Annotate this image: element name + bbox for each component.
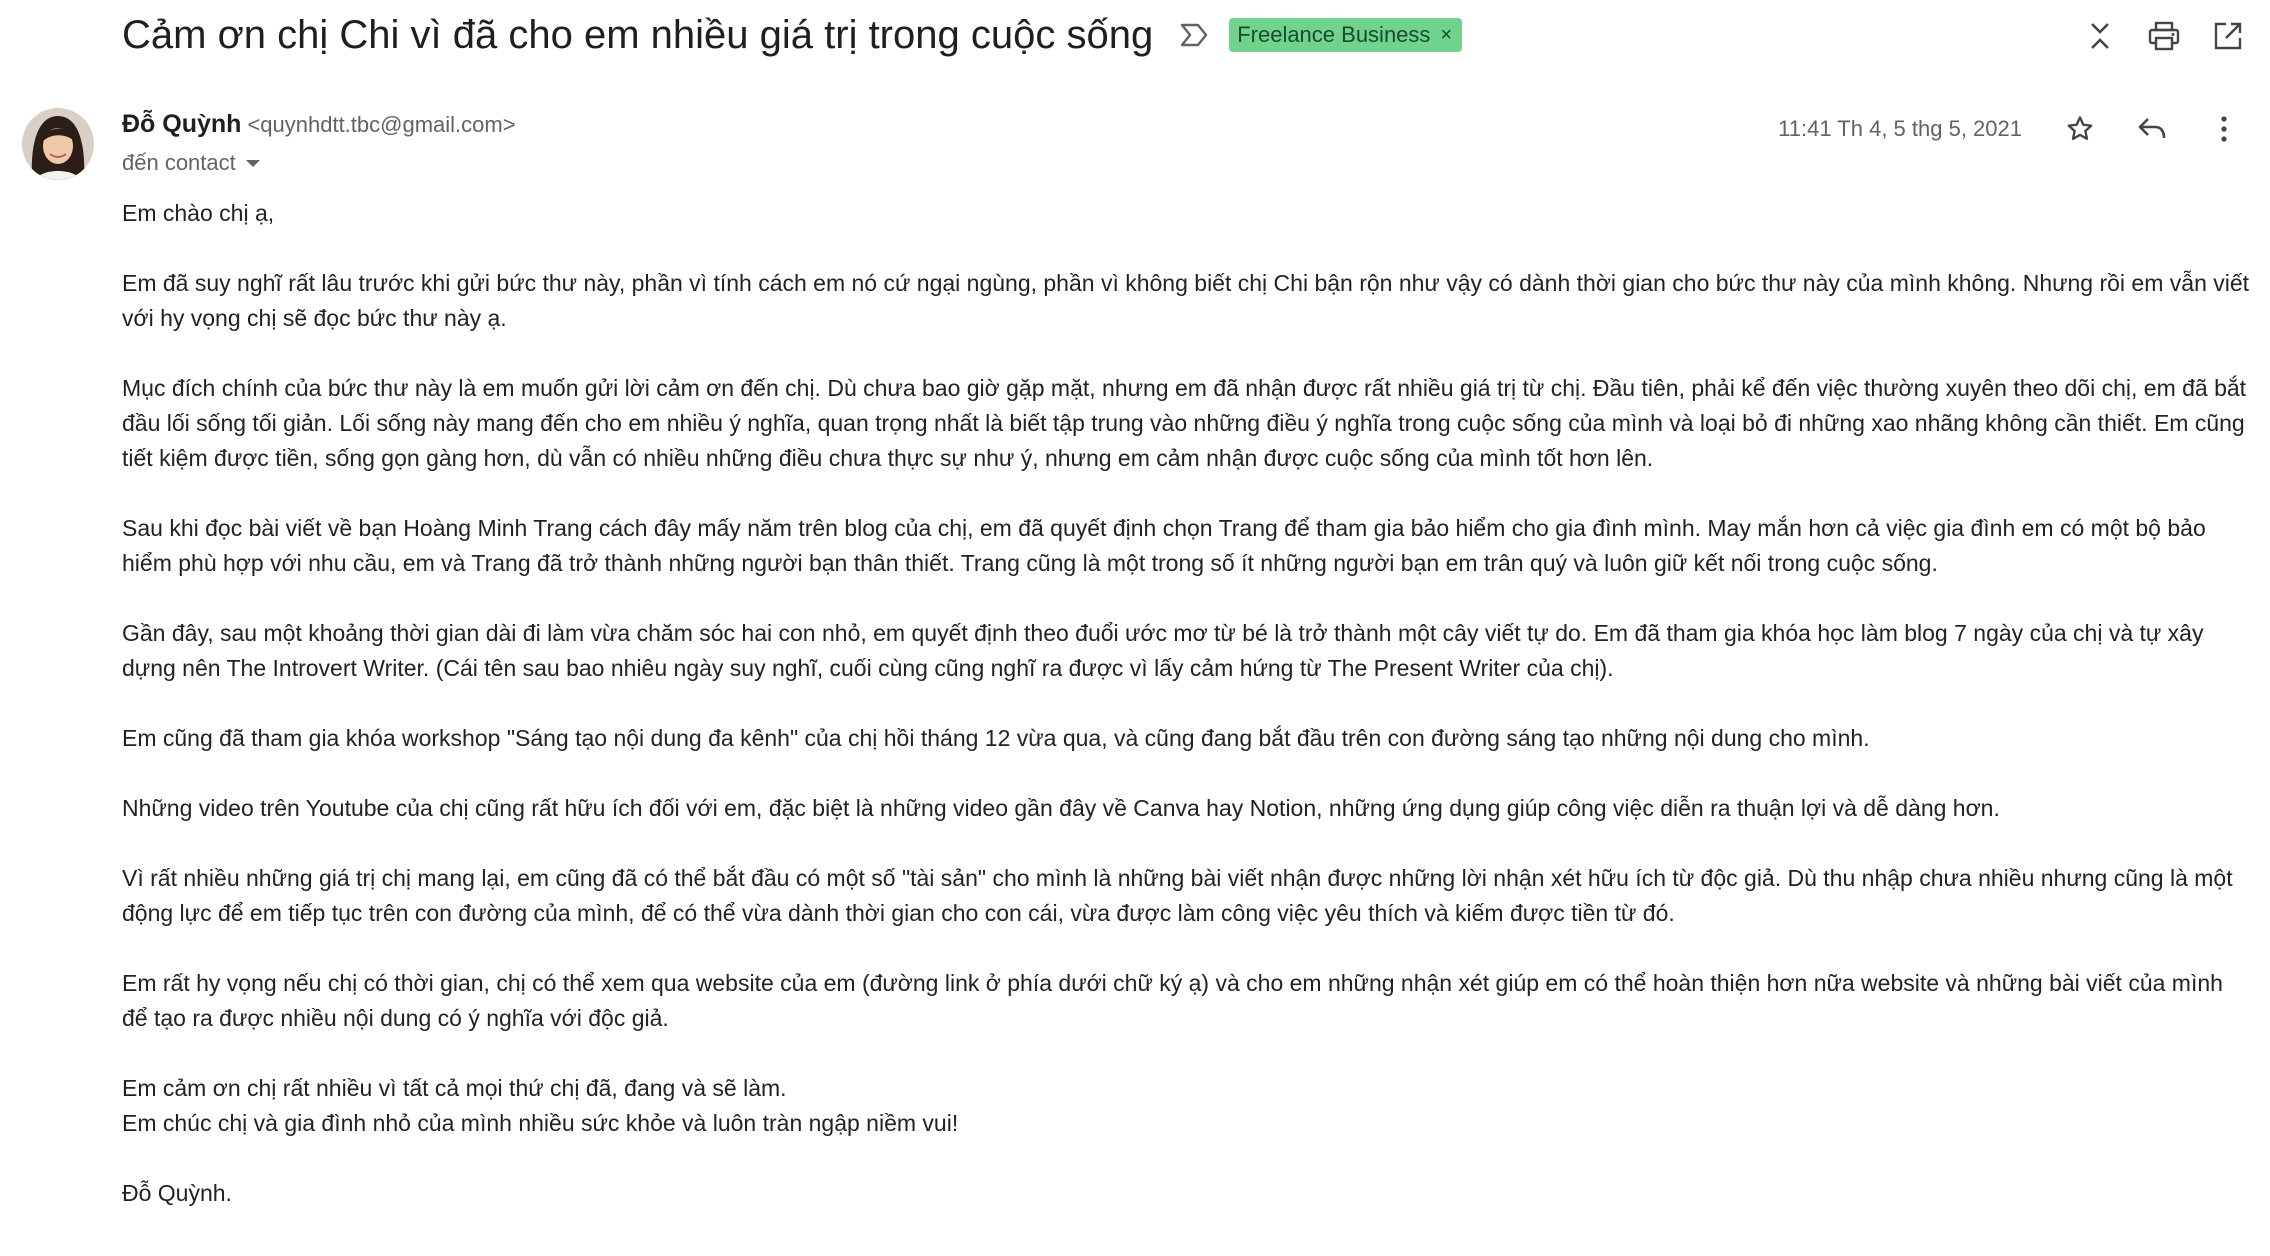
body-paragraph: Em cũng đã tham gia khóa workshop "Sáng tạo nội dung đa kênh" của chị hồi tháng 12 vừa qua, và cũng đang bắt đầu trên con đường sáng tạo những nội dung cho mình. [122, 725, 1870, 751]
sender-line [122, 110, 516, 139]
open-in-new-window-button[interactable] [2196, 14, 2260, 58]
collapse-all-button[interactable] [2068, 14, 2132, 58]
body-paragraph: Gần đây, sau một khoảng thời gian dài đi làm vừa chăm sóc hai con nhỏ, em quyết định theo đuổi ước mơ từ bé là trở thành một cây viết tự do. Em đã tham gia khóa học làm blog 7 ngày của chị và tự xây dựng nên The Introvert Writer. (Cái tên sau bao nhiêu ngày suy nghĩ, cuối cùng cũng nghĩ ra được vì lấy cảm hứng từ The Present Writer của chị). [122, 620, 2204, 681]
body-signature: Đỗ Quỳnh. [122, 1180, 232, 1206]
more-vert-icon [2219, 115, 2229, 143]
body-paragraph: Sau khi đọc bài viết về bạn Hoàng Minh Trang cách đây mấy năm trên blog của chị, em đã quyết định chọn Trang để tham gia bảo hiểm cho gia đình mình. May mắn hơn cả việc gia đình em có một bộ bảo hiểm phù hợp với nhu cầu, em và Trang đã trở thành những người bạn thân thiết. Trang cũng là một trong số ít những người bạn em trân quý và luôn giữ kết nối trong cuộc sống. [122, 515, 2206, 576]
email-subject: Cảm ơn chị Chi vì đã cho em nhiều giá trị trong cuộc sống [122, 12, 1154, 57]
body-closing: Em cảm ơn chị rất nhiều vì tất cả mọi thứ chị đã, đang và sẽ làm. [122, 1075, 787, 1101]
star-button[interactable] [2044, 106, 2116, 152]
recipient-details-toggle[interactable] [122, 150, 260, 176]
body-paragraph: Em đã suy nghĩ rất lâu trước khi gửi bức thư này, phần vì tính cách em nó cứ ngại ngùng, phần vì không biết chị Chi bận rộn như vậy có dành thời gian cho bức thư này của mình không. Nhưng rồi em vẫn viết với hy vọng chị sẽ đọc bức thư này ạ. [122, 270, 2250, 331]
collapse-icon [2086, 20, 2114, 52]
recipient-text: đến contact [122, 150, 236, 175]
label-chip-text: Freelance Business [1237, 22, 1431, 47]
reply-button[interactable] [2116, 106, 2188, 152]
subject-row [122, 6, 2270, 64]
print-button[interactable] [2132, 14, 2196, 58]
body-greeting: Em chào chị ạ, [122, 200, 275, 226]
more-options-button[interactable] [2188, 106, 2260, 152]
avatar[interactable] [22, 108, 94, 180]
message-body [122, 196, 2250, 1246]
print-icon [2148, 21, 2180, 51]
sender-email: <quynhdtt.tbc@gmail.com> [247, 112, 516, 137]
body-paragraph: Những video trên Youtube của chị cũng rất hữu ích đối với em, đặc biệt là những video gần đây về Canva hay Notion, những ứng dụng giúp công việc diễn ra thuận lợi và dễ dàng hơn. [122, 795, 2000, 821]
body-paragraph: Mục đích chính của bức thư này là em muốn gửi lời cảm ơn đến chị. Dù chưa bao giờ gặp mặt, nhưng em đã nhận được rất nhiều giá trị từ chị. Đầu tiên, phải kể đến việc thường xuyên theo dõi chị, em đã bắt đầu lối sống tối giản. Lối sống này mang đến cho em nhiều ý nghĩa, quan trọng nhất là biết tập trung vào những điều ý nghĩa trong cuộc sống của mình và loại bỏ đi những xao nhãng không cần thiết. Em cũng tiết kiệm được tiền, sống gọn gàng hơn, dù vẫn có nhiều những điều chưa thực sự như ý, nhưng em cảm nhận được cuộc sống của mình tốt hơn lên. [122, 375, 2247, 471]
body-paragraph: Vì rất nhiều những giá trị chị mang lại, em cũng đã có thể bắt đầu có một số "tài sản" cho mình là những bài viết nhận được những lời nhận xét hữu ích từ độc giả. Dù thu nhập chưa nhiều nhưng cũng là một động lực để em tiếp tục trên con đường của mình, để có thể vừa dành thời gian cho con cái, vừa được làm công việc yêu thích và kiếm được tiền từ đó. [122, 865, 2233, 926]
open-in-new-window-icon [2213, 21, 2243, 51]
label-chip[interactable] [1229, 18, 1462, 52]
top-actions [2068, 14, 2260, 58]
reply-icon [2137, 116, 2167, 142]
star-icon [2065, 114, 2095, 144]
important-marker-icon[interactable] [1179, 22, 1209, 48]
message-meta [1778, 106, 2260, 152]
remove-label-icon[interactable]: × [1440, 23, 1453, 46]
sender-name[interactable]: Đỗ Quỳnh [122, 110, 242, 138]
body-closing: Em chúc chị và gia đình nhỏ của mình nhiều sức khỏe và luôn tràn ngập niềm vui! [122, 1110, 959, 1136]
timestamp: 11:41 Th 4, 5 thg 5, 2021 [1778, 116, 2022, 141]
body-paragraph: Em rất hy vọng nếu chị có thời gian, chị có thể xem qua website của em (đường link ở phía dưới chữ ký ạ) và cho em những nhận xét giúp em có thể hoàn thiện hơn nữa website và những bài viết của mình để tạo ra được nhiều nội dung có ý nghĩa với độc giả. [122, 970, 2223, 1031]
chevron-down-icon [246, 160, 260, 167]
